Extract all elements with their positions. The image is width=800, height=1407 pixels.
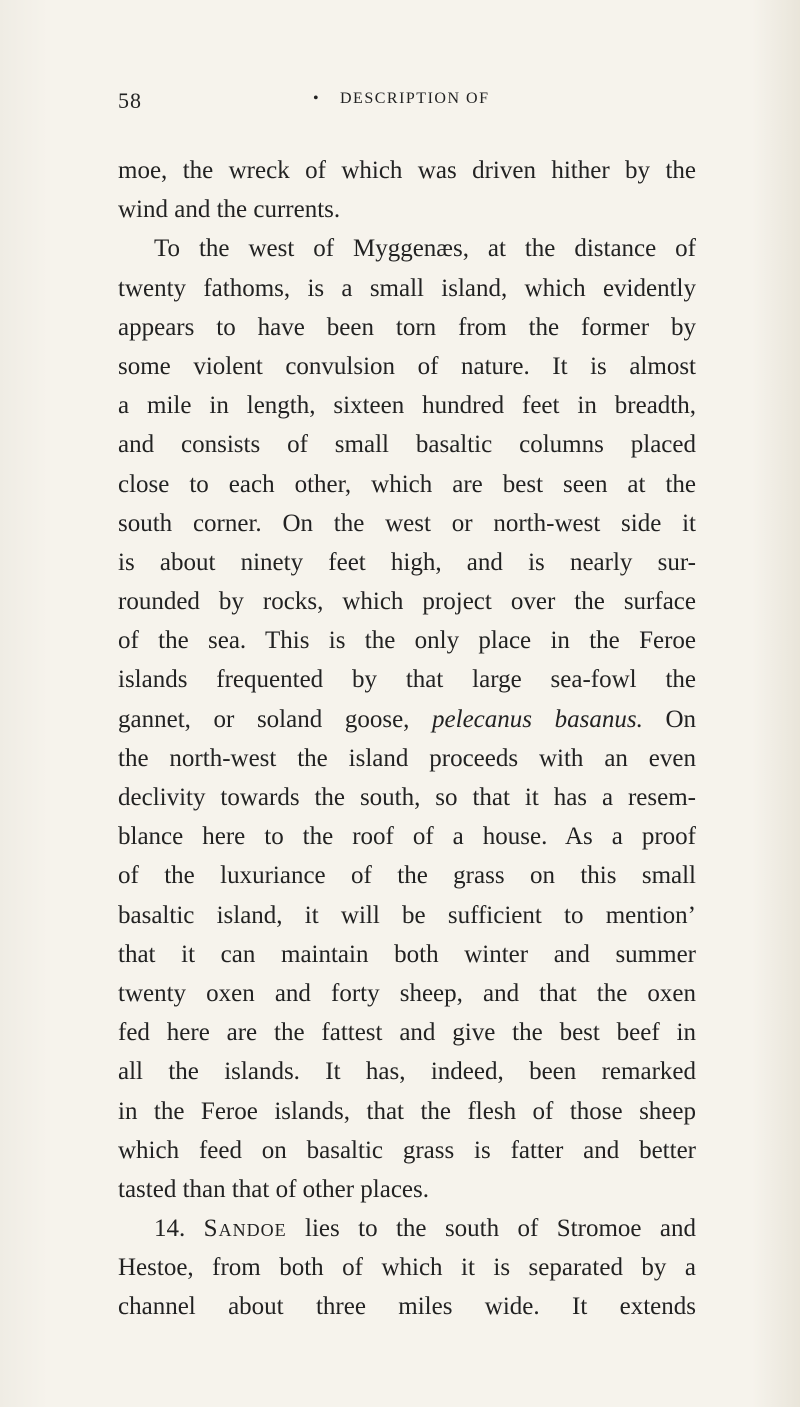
- text-line: moe, the wreck of which was driven hither by the: [118, 157, 696, 184]
- text-line: of the luxuriance of the grass on this small: [118, 862, 696, 890]
- island-name: Sandoe: [203, 1215, 287, 1243]
- text-line: wind and the currents.: [118, 196, 341, 224]
- text-line: twenty oxen and forty sheep, and that the oxen: [118, 979, 696, 1007]
- text-line: declivity towards the south, so that it has a resem-: [118, 784, 696, 811]
- text-line: channel about three miles wide. It extends: [118, 1293, 696, 1321]
- running-title: DESCRIPTION OF: [340, 90, 490, 107]
- section-number: 14.: [154, 1215, 204, 1243]
- text-line: which feed on basaltic grass is fatter and better: [118, 1136, 696, 1164]
- text-line: is about ninety feet high, and is nearly sur-: [118, 548, 696, 576]
- text-line: twenty fathoms, is a small island, which evidently: [118, 274, 696, 302]
- text-line: close to each other, which are best seen at the: [118, 470, 696, 498]
- text-line: basaltic island, it will be sufficient to mention’: [118, 901, 696, 929]
- text-line: fed here are the fattest and give the best beef in: [118, 1019, 696, 1047]
- page-number: 58: [118, 88, 142, 113]
- header-dot: •: [313, 90, 320, 107]
- text-line: [118, 700, 696, 739]
- text-run: lies to the south of Stromoe and: [286, 1215, 696, 1243]
- text-line: and consists of small basaltic columns placed: [118, 431, 696, 459]
- text-line: islands frequented by that large sea-fowl the: [118, 666, 696, 694]
- text-line: blance here to the roof of a house. As a proof: [118, 823, 696, 851]
- text-line: appears to have been torn from the former by: [118, 313, 696, 341]
- text-line: some violent convulsion of nature. It is almost: [118, 352, 696, 380]
- text-line: a mile in length, sixteen hundred feet in breadth,: [118, 392, 696, 420]
- body-text: [118, 151, 696, 1327]
- text-line: To the west of Myggenæs, at the distance of: [154, 235, 696, 263]
- text-line: Hestoe, from both of which it is separated by a: [118, 1254, 696, 1282]
- text-line: all the islands. It has, indeed, been remarked: [118, 1058, 696, 1086]
- text-line: rounded by rocks, which project over the surface: [118, 588, 696, 616]
- text-line: tasted than that of other places.: [118, 1175, 429, 1203]
- text-line: of the sea. This is the only place in the Feroe: [118, 627, 696, 655]
- text-line: that it can maintain both winter and summer: [118, 940, 696, 968]
- text-line: the north-west the island proceeds with an even: [118, 744, 696, 772]
- text-line: [118, 1209, 696, 1248]
- running-head: [118, 88, 678, 118]
- text-line: in the Feroe islands, that the flesh of those sheep: [118, 1097, 696, 1125]
- species-name: pelecanus basanus.: [432, 705, 643, 733]
- text-run: gannet, or soland goose,: [118, 705, 433, 733]
- text-line: south corner. On the west or north-west side it: [118, 509, 696, 537]
- text-run: On: [642, 705, 696, 733]
